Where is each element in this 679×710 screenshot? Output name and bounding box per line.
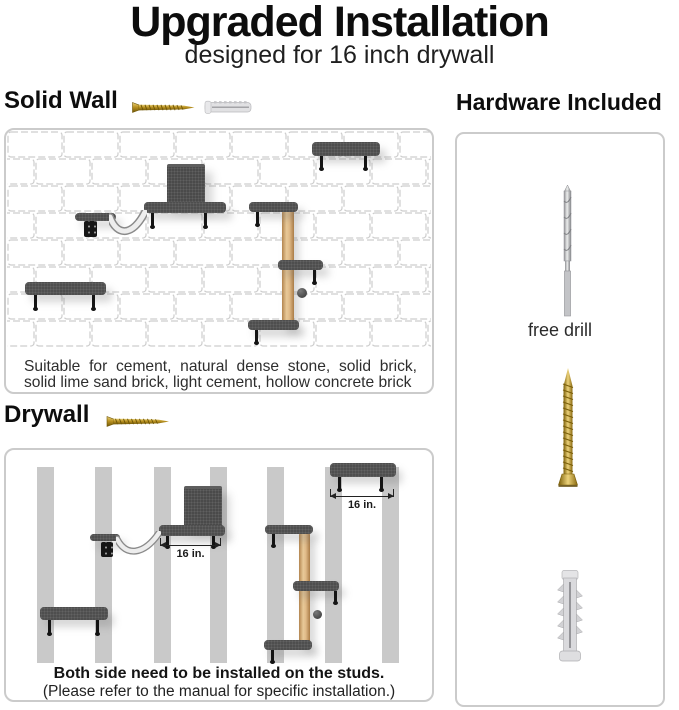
solid-wall-heading: Solid Wall: [4, 87, 118, 114]
shelf-bracket: [272, 534, 275, 546]
post-shelf-middle: [278, 260, 323, 270]
wall-stud: [267, 467, 284, 663]
cat-bridge: [116, 531, 161, 561]
screw-icon: [557, 368, 579, 496]
post-shelf-middle: [293, 581, 339, 591]
shelf-bracket: [334, 591, 337, 603]
shelf-bracket: [271, 650, 274, 662]
cat-shelf: [40, 607, 108, 620]
drywall-note-paren: (Please refer to the manual for specific installation.): [42, 683, 396, 700]
wall-anchor-icon: [204, 100, 253, 115]
brick-wall-pattern: [7, 131, 431, 347]
bridge-mount-plate: [101, 542, 113, 557]
post-shelf-top: [249, 202, 298, 212]
dimension-line: [160, 545, 221, 546]
shelf-bracket: [204, 213, 207, 227]
shelf-bracket: [48, 620, 51, 634]
drywall-note-bold: Both side need to be installed on the studs.: [53, 665, 385, 682]
cat-shelf: [312, 142, 380, 156]
solid-wall-panel: [4, 128, 434, 394]
drill-bit-icon: [561, 185, 574, 317]
hardware-panel: [455, 132, 665, 707]
wall-stud: [154, 467, 171, 663]
dimension-line: [330, 496, 394, 497]
shelf-bracket: [380, 477, 383, 490]
solid-wall-description: Suitable for cement, natural dense stone, solid brick, solid lime sand brick, light cement, hollow concrete brick: [24, 357, 417, 391]
shelf-bracket: [338, 477, 341, 490]
shelf-bracket: [255, 330, 258, 343]
dimension-label: 16 in.: [176, 547, 205, 560]
post-shelf-top: [265, 525, 313, 534]
shelf-bracket: [151, 213, 154, 227]
screw-icon: [132, 101, 195, 114]
dimension-callout: [160, 545, 221, 561]
shelf-bracket: [92, 295, 95, 309]
page-subtitle: designed for 16 inch drywall: [184, 41, 495, 69]
cat-shelf: [144, 202, 226, 213]
cat-bridge: [109, 210, 147, 242]
dimension-label: 16 in.: [347, 498, 377, 511]
drill-label: free drill: [527, 320, 593, 340]
cat-ball-toy: [297, 288, 307, 298]
cat-ball-toy: [313, 610, 322, 619]
post-shelf-bottom: [264, 640, 312, 650]
shelf-bracket: [320, 156, 323, 169]
shelf-bracket: [313, 270, 316, 283]
wall-anchor-icon: [554, 570, 586, 666]
cat-cube: [184, 486, 222, 528]
dimension-callout: [330, 496, 394, 512]
shelf-bracket: [256, 212, 259, 225]
shelf-bracket: [364, 156, 367, 169]
bridge-mount-plate: [84, 221, 97, 237]
cat-cube: [167, 164, 205, 205]
screw-icon: [104, 415, 172, 428]
shelf-bracket: [34, 295, 37, 309]
cat-shelf: [159, 525, 225, 536]
hardware-heading: Hardware Included: [456, 89, 662, 115]
page-title: Upgraded Installation: [130, 0, 549, 46]
cat-shelf: [330, 463, 396, 477]
post-shelf-bottom: [248, 320, 299, 330]
drywall-panel: [4, 448, 434, 702]
drywall-heading: Drywall: [4, 401, 90, 428]
cat-shelf: [25, 282, 106, 295]
shelf-bracket: [96, 620, 99, 634]
